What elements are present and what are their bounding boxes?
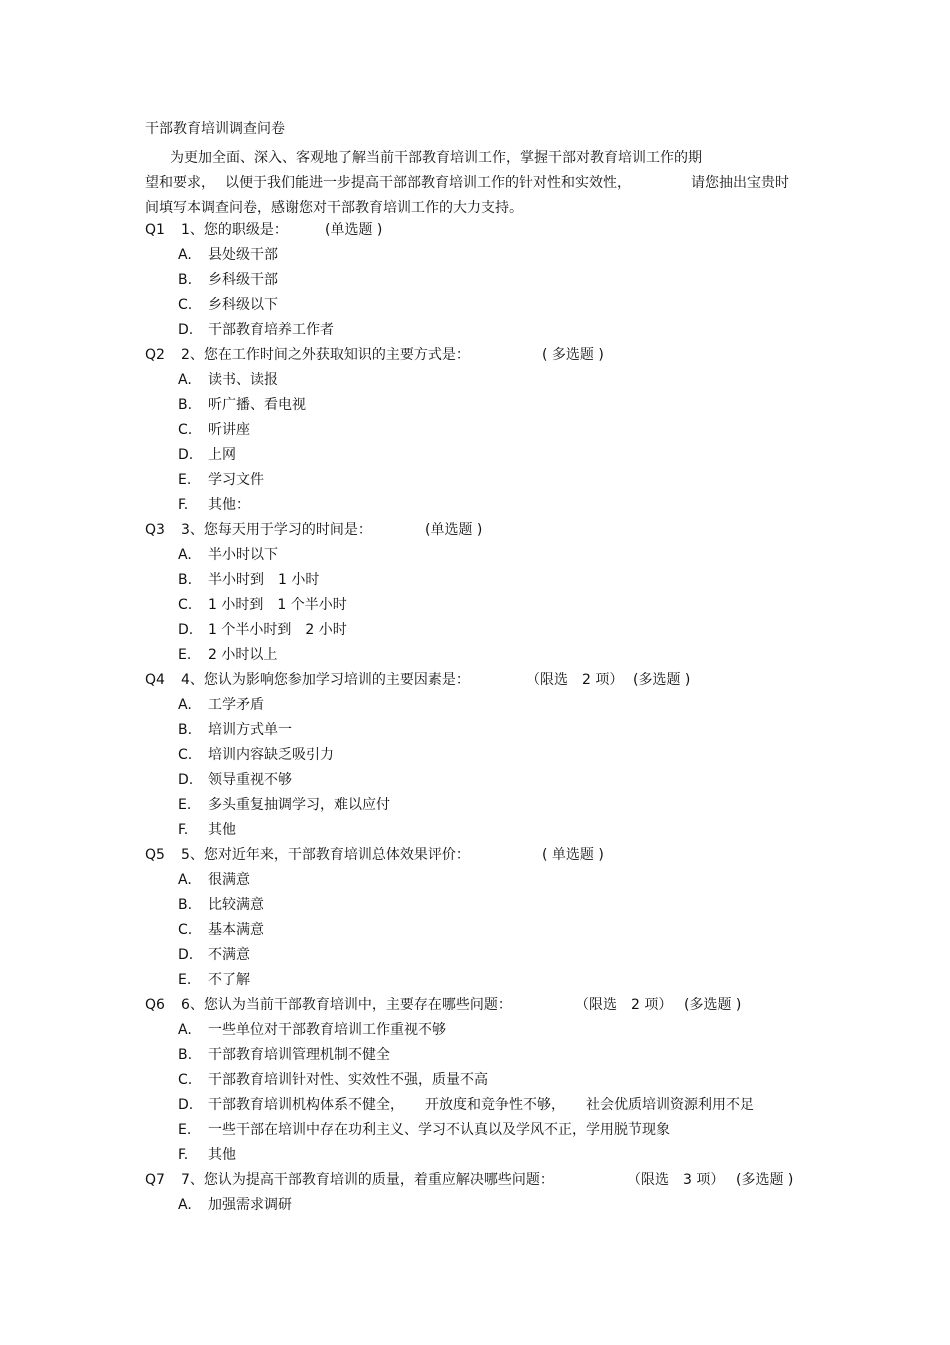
option-text: 乡科级以下 (208, 297, 278, 313)
option-text: 基本满意 (208, 922, 264, 938)
option-row[interactable] (145, 721, 845, 746)
option-row[interactable] (145, 421, 845, 446)
option-letter: A. (178, 697, 192, 713)
option-letter: C. (178, 747, 193, 763)
option-row[interactable] (145, 921, 845, 946)
option-letter: A. (178, 872, 192, 888)
option-row[interactable] (145, 646, 845, 671)
option-row[interactable] (145, 1046, 845, 1071)
option-letter: B. (178, 572, 193, 588)
option-row[interactable] (145, 321, 845, 346)
option-text: 干部教育培训机构体系不健全， 开放度和竞争性不够， 社会优质培训资源利用不足 (208, 1097, 754, 1113)
option-letter: C. (178, 597, 193, 613)
option-letter: B. (178, 897, 193, 913)
option-row[interactable] (145, 896, 845, 921)
option-row[interactable] (145, 271, 845, 296)
option-text: 不了解 (208, 972, 250, 988)
question-list (145, 221, 845, 1221)
option-text: 乡科级干部 (208, 272, 278, 288)
option-text: 听广播、看电视 (208, 397, 306, 413)
option-text: 上网 (208, 447, 236, 463)
intro-text: 间填写本调查问卷，感谢您对干部教育培训工作的大力支持。 (145, 200, 523, 216)
question-text: 3、您每天用于学习的时间是： (181, 522, 372, 538)
question-id: Q1 (145, 222, 165, 238)
page-title: 干部教育培训调查问卷 (145, 121, 285, 137)
question-row (145, 846, 845, 871)
option-row[interactable] (145, 621, 845, 646)
option-text: 县处级干部 (208, 247, 278, 263)
option-text: 加强需求调研 (208, 1197, 292, 1213)
option-text: 干部教育培训针对性、实效性不强，质量不高 (208, 1072, 488, 1088)
option-row[interactable] (145, 496, 845, 521)
option-letter: D. (178, 1097, 194, 1113)
question-text: 5、您对近年来，干部教育培训总体效果评价： (181, 847, 470, 863)
option-letter: A. (178, 372, 192, 388)
option-text: 其他 (208, 1147, 236, 1163)
intro-text: 请您抽出宝贵时 (691, 175, 789, 191)
question-limit: （限选 3 项） (627, 1172, 725, 1188)
option-text: 比较满意 (208, 897, 264, 913)
option-row[interactable] (145, 571, 845, 596)
option-row[interactable] (145, 546, 845, 571)
option-row[interactable] (145, 1021, 845, 1046)
option-letter: D. (178, 772, 194, 788)
option-text: 很满意 (208, 872, 250, 888)
question-type: ( 单选题 ) (542, 847, 604, 863)
option-text: 其他 (208, 822, 236, 838)
option-text: 一些单位对干部教育培训工作重视不够 (208, 1022, 446, 1038)
option-letter: A. (178, 1022, 192, 1038)
option-letter: B. (178, 272, 193, 288)
option-row[interactable] (145, 946, 845, 971)
option-text: 多头重复抽调学习，难以应付 (208, 797, 390, 813)
option-text: 干部教育培养工作者 (208, 322, 334, 338)
option-text: 培训方式单一 (208, 722, 292, 738)
option-letter: B. (178, 722, 193, 738)
option-text: 不满意 (208, 947, 250, 963)
option-letter: E. (178, 1122, 192, 1138)
intro-line-1 (145, 146, 805, 171)
option-letter: D. (178, 622, 194, 638)
question-type: (单选题 ) (325, 222, 383, 238)
option-row[interactable] (145, 1196, 845, 1221)
option-row[interactable] (145, 821, 845, 846)
option-row[interactable] (145, 696, 845, 721)
intro-text: 为更加全面、深入、客观地了解当前干部教育培训工作，掌握干部对教育培训工作的期 (170, 150, 702, 166)
question-limit: （限选 2 项） (526, 672, 624, 688)
option-text: 其他： (208, 497, 250, 513)
option-text: 工学矛盾 (208, 697, 264, 713)
intro-line-3 (145, 196, 805, 221)
option-text: 1 个半小时到 2 小时 (208, 622, 347, 638)
option-letter: C. (178, 1072, 193, 1088)
question-row (145, 221, 845, 246)
question-type: (多选题 ) (684, 997, 742, 1013)
question-type: (多选题 ) (633, 672, 691, 688)
question-id: Q4 (145, 672, 165, 688)
option-text: 1 小时到 1 个半小时 (208, 597, 347, 613)
option-text: 学习文件 (208, 472, 264, 488)
option-text: 半小时到 1 小时 (208, 572, 320, 588)
option-letter: F. (178, 497, 189, 513)
option-row[interactable] (145, 396, 845, 421)
option-letter: F. (178, 1147, 189, 1163)
question-text: 6、您认为当前干部教育培训中，主要存在哪些问题： (181, 997, 512, 1013)
option-row[interactable] (145, 796, 845, 821)
option-letter: A. (178, 247, 192, 263)
option-row[interactable] (145, 971, 845, 996)
option-letter: A. (178, 1197, 192, 1213)
intro-line-2 (145, 171, 805, 196)
option-row[interactable] (145, 1121, 845, 1146)
question-id: Q3 (145, 522, 165, 538)
option-row[interactable] (145, 746, 845, 771)
option-letter: E. (178, 472, 192, 488)
question-row (145, 1171, 845, 1196)
option-letter: E. (178, 797, 192, 813)
option-letter: F. (178, 822, 189, 838)
option-text: 半小时以下 (208, 547, 278, 563)
option-text: 读书、读报 (208, 372, 278, 388)
question-text: 4、您认为影响您参加学习培训的主要因素是： (181, 672, 470, 688)
option-row[interactable] (145, 1071, 845, 1096)
question-id: Q7 (145, 1172, 165, 1188)
question-id: Q6 (145, 997, 165, 1013)
option-text: 干部教育培训管理机制不健全 (208, 1047, 390, 1063)
option-letter: A. (178, 547, 192, 563)
option-text: 听讲座 (208, 422, 250, 438)
option-text: 培训内容缺乏吸引力 (208, 747, 334, 763)
question-type: ( 多选题 ) (542, 347, 604, 363)
intro-text: 望和要求， (145, 175, 215, 191)
option-row[interactable] (145, 371, 845, 396)
option-letter: D. (178, 947, 194, 963)
option-row[interactable] (145, 1096, 845, 1121)
option-row[interactable] (145, 246, 845, 271)
option-letter: C. (178, 922, 193, 938)
question-text: 7、您认为提高干部教育培训的质量，着重应解决哪些问题： (181, 1172, 554, 1188)
option-letter: D. (178, 447, 194, 463)
question-text: 2、您在工作时间之外获取知识的主要方式是： (181, 347, 470, 363)
option-letter: C. (178, 422, 193, 438)
option-row[interactable] (145, 596, 845, 621)
option-text: 一些干部在培训中存在功利主义、学习不认真以及学风不正，学用脱节现象 (208, 1122, 670, 1138)
option-letter: E. (178, 647, 192, 663)
option-row[interactable] (145, 771, 845, 796)
intro-text: 以便于我们能进一步提高干部部教育培训工作的针对性和实效性， (225, 175, 631, 191)
question-limit: （限选 2 项） (575, 997, 673, 1013)
question-row (145, 346, 845, 371)
question-text: 1、您的职级是： (181, 222, 288, 238)
question-id: Q5 (145, 847, 165, 863)
intro-paragraph (145, 146, 805, 221)
option-row[interactable] (145, 446, 845, 471)
option-letter: D. (178, 322, 194, 338)
option-letter: E. (178, 972, 192, 988)
option-text: 领导重视不够 (208, 772, 292, 788)
question-row (145, 996, 845, 1021)
option-row[interactable] (145, 471, 845, 496)
option-letter: C. (178, 297, 193, 313)
option-letter: B. (178, 397, 193, 413)
option-row[interactable] (145, 296, 845, 321)
option-text: 2 小时以上 (208, 647, 278, 663)
option-letter: B. (178, 1047, 193, 1063)
question-type: (多选题 ) (736, 1172, 794, 1188)
question-type: (单选题 ) (425, 522, 483, 538)
question-row (145, 671, 845, 696)
question-id: Q2 (145, 347, 165, 363)
option-row[interactable] (145, 1146, 845, 1171)
question-row (145, 521, 845, 546)
option-row[interactable] (145, 871, 845, 896)
